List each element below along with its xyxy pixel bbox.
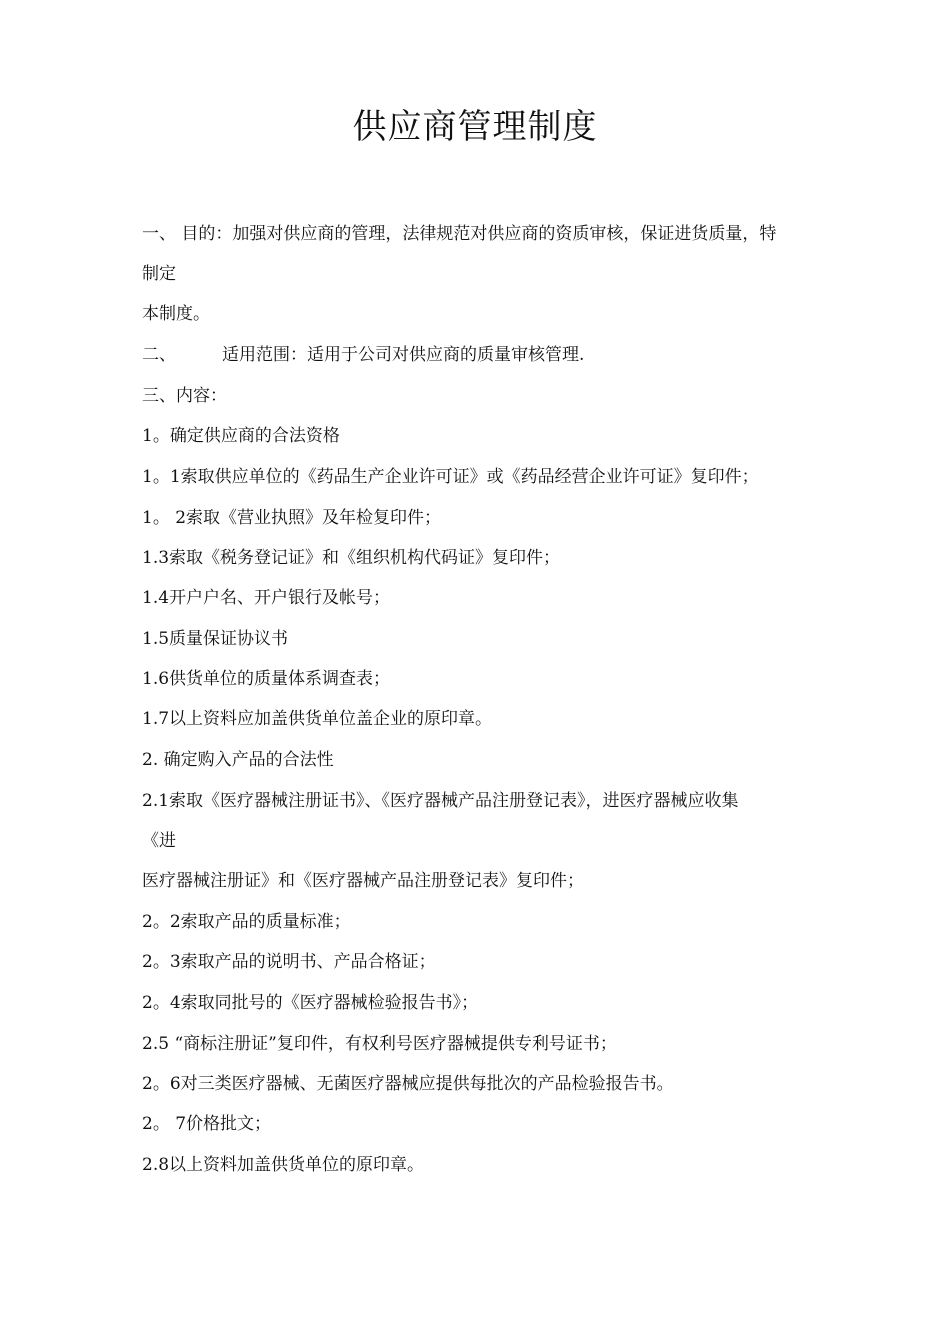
paragraph-line: 1。 2索取《营业执照》及年检复印件；: [142, 508, 442, 528]
paragraph-line: 制定: [142, 264, 176, 284]
paragraph-line: 2. 确定购入产品的合法性: [142, 750, 334, 770]
document-title: 供应商管理制度: [352, 107, 598, 147]
paragraph-line: 2.5 “商标注册证”复印件，有权利号医疗器械提供专利号证书；: [142, 1034, 617, 1054]
paragraph-line: 本制度。: [142, 304, 210, 324]
section-number: 二、: [142, 345, 176, 365]
paragraph-line: 2。 7价格批文；: [142, 1114, 272, 1134]
paragraph-line: 1。1索取供应单位的《药品生产企业许可证》或《药品经营企业许可证》复印件；: [142, 467, 759, 487]
paragraph-line: 三、内容：: [142, 386, 227, 406]
paragraph-line: 1.7以上资料应加盖供货单位盖企业的原印章。: [142, 709, 493, 729]
paragraph-line: 《进: [142, 831, 176, 851]
paragraph-line: 1.3索取《税务登记证》和《组织机构代码证》复印件；: [142, 548, 561, 568]
paragraph-line: 1。确定供应商的合法资格: [142, 426, 340, 446]
section-text: 适用范围：适用于公司对供应商的质量审核管理.: [222, 345, 585, 365]
paragraph-line: 2。2索取产品的质量标准；: [142, 912, 351, 932]
paragraph-line: 1.6供货单位的质量体系调查表；: [142, 669, 391, 689]
paragraph-line: 2。4索取同批号的《医疗器械检验报告书》；: [142, 993, 479, 1013]
paragraph-line: 2。6对三类医疗器械、无菌医疗器械应提供每批次的产品检验报告书。: [142, 1074, 674, 1094]
paragraph-line: [142, 343, 584, 367]
paragraph-line: 2。3索取产品的说明书、产品合格证；: [142, 952, 436, 972]
paragraph-line: 2.1索取《医疗器械注册证书》、《医疗器械产品注册登记表》，进医疗器械应收集: [142, 791, 739, 811]
paragraph-line: 1.4开户户名、开户银行及帐号；: [142, 588, 391, 608]
paragraph-line: 1.5质量保证协议书: [142, 629, 289, 649]
paragraph-line: 一、 目的：加强对供应商的管理，法律规范对供应商的资质审核，保证进货质量，特: [142, 224, 777, 244]
paragraph-line: 医疗器械注册证》和《医疗器械产品注册登记表》复印件；: [142, 871, 584, 891]
paragraph-line: 2.8以上资料加盖供货单位的原印章。: [142, 1155, 425, 1175]
